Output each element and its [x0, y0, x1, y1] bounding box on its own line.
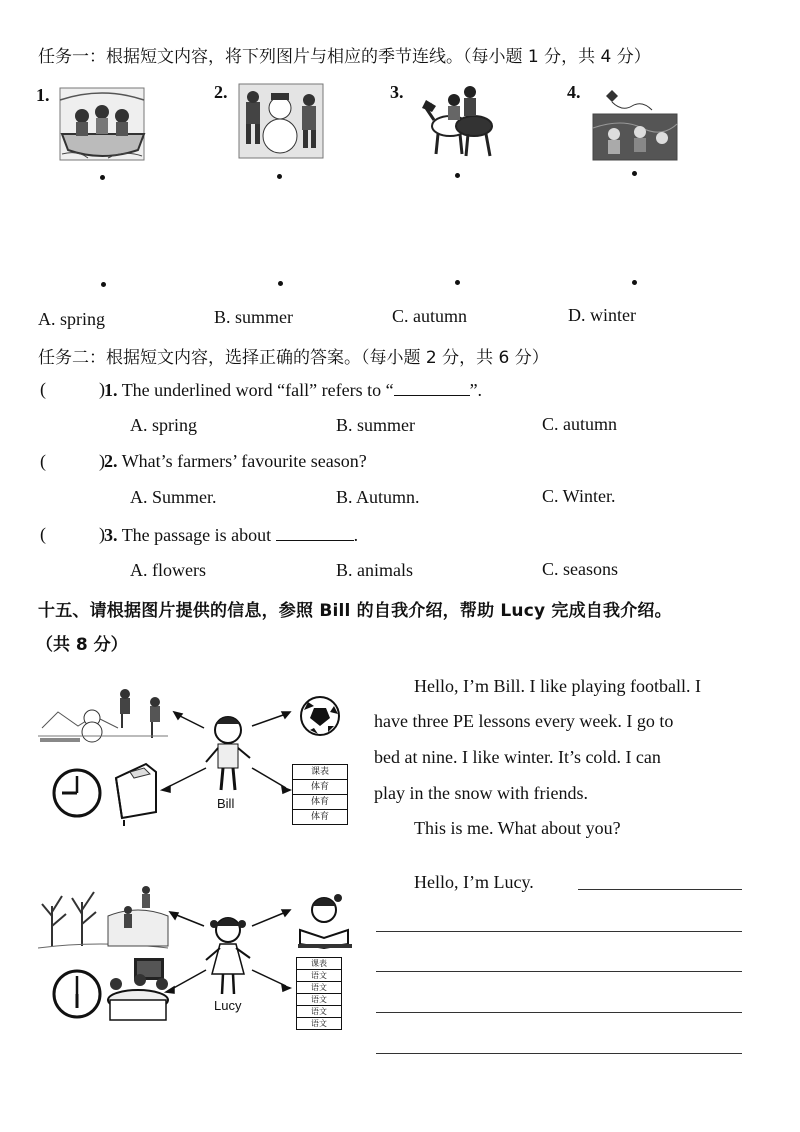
question-3 — [104, 524, 358, 546]
match-dot-season-a[interactable] — [101, 282, 106, 287]
question-text-end: . — [353, 525, 359, 545]
q1-option-a: A. spring — [130, 415, 197, 435]
question-text: What’s farmers’ favourite season? — [121, 451, 367, 471]
bracket-right: ) — [99, 524, 105, 544]
lucy-intro-text: Hello, I’m Lucy. — [414, 872, 534, 892]
question-number: 3. — [104, 525, 118, 545]
schedule-cell: 体育 — [292, 795, 348, 810]
blank-line[interactable] — [394, 379, 470, 396]
snowman-icon — [238, 80, 324, 160]
bill-name-label: Bill — [217, 796, 235, 811]
schedule-cell: 体育 — [292, 780, 348, 795]
football-icon — [301, 697, 339, 735]
season-option-d: D. winter — [568, 305, 636, 325]
answer-bracket-q1[interactable] — [40, 379, 105, 400]
bracket-right: ) — [99, 379, 105, 399]
bed-icon — [116, 764, 156, 826]
schedule-cell: 语文 — [296, 1018, 342, 1030]
question-text: The underlined word “fall” refers to “ — [121, 380, 394, 400]
match-dot-season-c[interactable] — [455, 280, 460, 285]
writing-line-3[interactable] — [376, 971, 742, 972]
horse-riding-icon — [414, 78, 500, 162]
task1-heading: 任务一：根据短文内容，将下列图片与相应的季节连线。（每小题 1 分，共 4 分） — [38, 47, 651, 67]
question-text: The passage is about — [121, 525, 272, 545]
q3-option-a: A. flowers — [130, 560, 206, 580]
picture-number-1: 1. — [36, 85, 50, 105]
schedule-cell: 语文 — [296, 1006, 342, 1018]
bill-paragraph-line-4: play in the snow with friends. — [374, 783, 588, 803]
season-option-b: B. summer — [214, 307, 293, 327]
clock-six-icon — [54, 971, 100, 1017]
match-dot-picture-1[interactable] — [100, 175, 105, 180]
q2-option-c: C. Winter. — [542, 486, 616, 506]
reading-girl-icon — [298, 894, 352, 948]
match-dot-picture-3[interactable] — [455, 173, 460, 178]
picnic-kite-icon — [592, 88, 678, 162]
question-number: 1. — [104, 380, 118, 400]
bill-schedule-table — [292, 764, 348, 825]
section15-heading: 十五、请根据图片提供的信息，参照 Bill 的自我介绍，帮助 Lucy 完成自我介绍。 — [38, 601, 672, 621]
bill-paragraph-line-3: bed at nine. I like winter. It’s cold. I can — [374, 747, 661, 767]
bracket-left: ( — [40, 524, 46, 544]
lucy-schedule-table — [296, 957, 342, 1030]
bracket-left: ( — [40, 451, 46, 471]
season-option-c: C. autumn — [392, 306, 467, 326]
match-dot-picture-4[interactable] — [632, 171, 637, 176]
schedule-cell: 语文 — [296, 994, 342, 1006]
match-dot-picture-2[interactable] — [277, 174, 282, 179]
answer-bracket-q3[interactable] — [40, 524, 105, 545]
question-number: 2. — [104, 451, 118, 471]
q1-option-b: B. summer — [336, 415, 415, 435]
bracket-right: ) — [99, 451, 105, 471]
bracket-left: ( — [40, 379, 46, 399]
question-1 — [104, 379, 482, 401]
autumn-trees-icon — [38, 886, 168, 948]
snow-play-icon — [38, 689, 168, 742]
q3-option-c: C. seasons — [542, 559, 618, 579]
q3-option-b: B. animals — [336, 560, 413, 580]
bill-paragraph-line-5: This is me. What about you? — [414, 818, 621, 838]
schedule-cell: 体育 — [292, 810, 348, 825]
schedule-cell: 语文 — [296, 970, 342, 982]
match-dot-season-d[interactable] — [632, 280, 637, 285]
q1-option-c: C. autumn — [542, 414, 617, 434]
blank-line[interactable] — [276, 524, 354, 541]
family-dinner-icon — [108, 958, 168, 1020]
schedule-cell: 课表 — [296, 957, 342, 970]
lucy-girl-icon — [206, 918, 250, 994]
match-dot-season-b[interactable] — [278, 281, 283, 286]
children-in-boat-icon — [58, 80, 146, 162]
writing-line-4[interactable] — [376, 1012, 742, 1013]
picture-number-3: 3. — [390, 82, 404, 102]
schedule-cell: 课表 — [292, 764, 348, 780]
bill-boy-icon — [206, 717, 250, 790]
task2-heading: 任务二：根据短文内容，选择正确的答案。（每小题 2 分，共 6 分） — [38, 348, 549, 368]
bill-paragraph-line-2: have three PE lessons every week. I go to — [374, 711, 674, 731]
question-2 — [104, 451, 367, 472]
question-text-end: ”. — [469, 380, 483, 400]
writing-line-5[interactable] — [376, 1053, 742, 1054]
writing-line-2[interactable] — [376, 931, 742, 932]
q2-option-b: B. Autumn. — [336, 487, 420, 507]
q2-option-a: A. Summer. — [130, 487, 217, 507]
picture-number-2: 2. — [214, 82, 228, 102]
season-option-a: A. spring — [38, 309, 105, 329]
picture-number-4: 4. — [567, 82, 581, 102]
section15-points: （共 8 分） — [36, 635, 128, 655]
answer-bracket-q2[interactable] — [40, 451, 105, 472]
lucy-name-label: Lucy — [214, 998, 242, 1013]
writing-line-1[interactable] — [578, 889, 742, 890]
bill-paragraph-line-1: Hello, I’m Bill. I like playing football. I — [414, 676, 701, 696]
clock-nine-icon — [54, 770, 100, 816]
schedule-cell: 语文 — [296, 982, 342, 994]
